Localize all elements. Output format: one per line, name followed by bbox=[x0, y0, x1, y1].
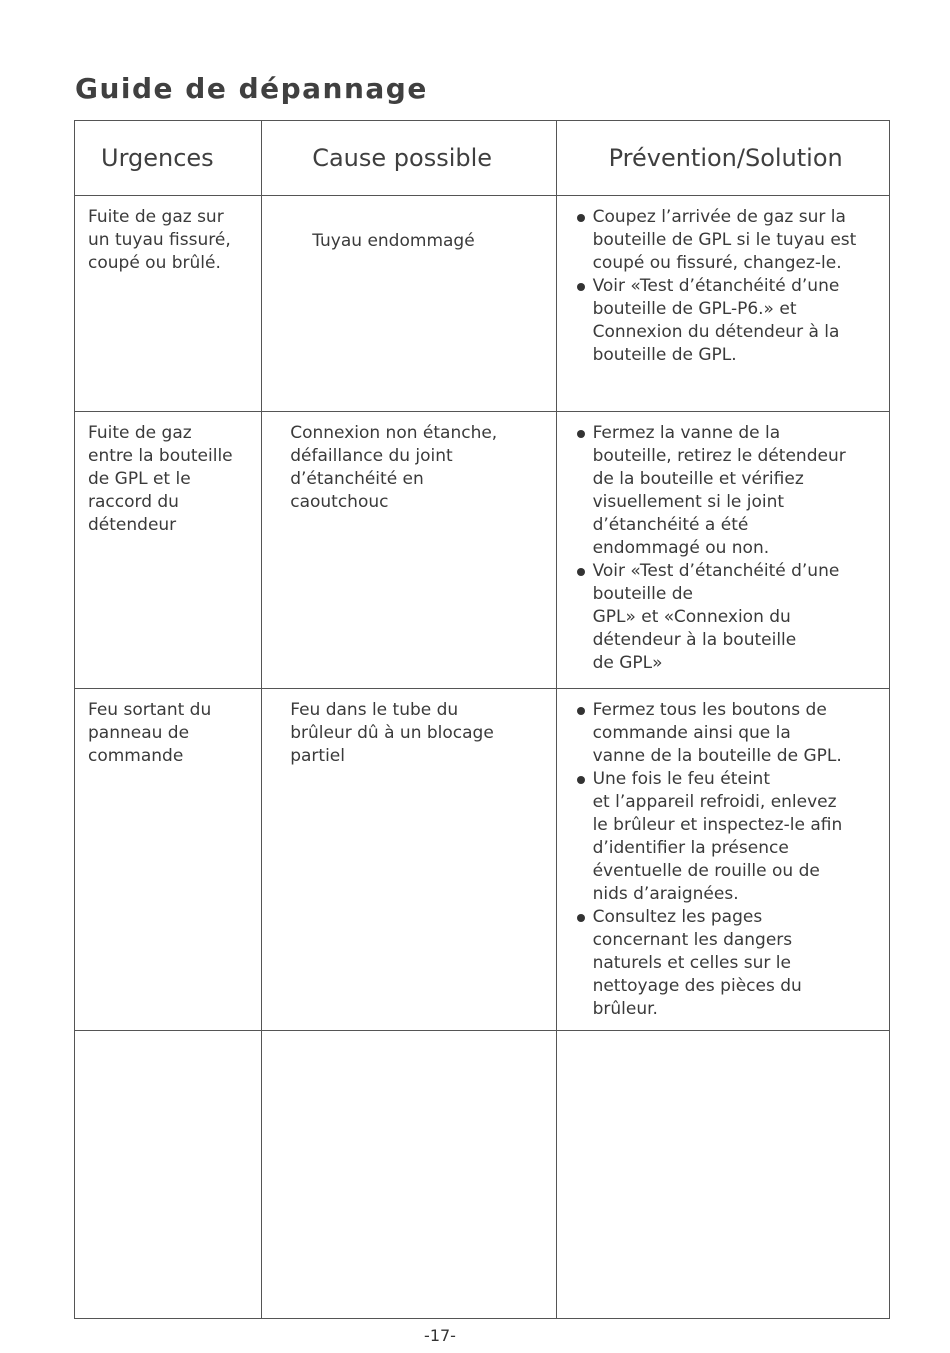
solution-item bbox=[575, 206, 883, 275]
header-cause: Cause possible bbox=[262, 121, 556, 196]
solution-item bbox=[575, 768, 883, 906]
urgence-text: Fuite de gaz sur un tuyau fissuré, coupé ou brûlé. bbox=[88, 207, 231, 273]
solution-item bbox=[575, 275, 883, 367]
solution-text: Coupez l’arrivée de gaz sur la bouteille de GPL si le tuyau est coupé ou fissuré, changez-le. bbox=[592, 207, 857, 273]
urgence-cell bbox=[75, 689, 262, 1031]
bullet-icon bbox=[577, 430, 585, 438]
solution-text: Fermez la vanne de la bouteille, retirez le détendeur de la bouteille et vérifiez visuellement si le joint d’étanchéité a été endommagé ou non. bbox=[592, 423, 846, 558]
header-prevention: Prévention/Solution bbox=[556, 121, 889, 196]
bullet-icon bbox=[577, 283, 585, 291]
solution-item bbox=[575, 906, 883, 1021]
solution-text: Voir «Test d’étanchéité d’une bouteille de GPL-P6.» et Connexion du détendeur à la bouteille de GPL. bbox=[592, 276, 840, 365]
troubleshooting-table bbox=[74, 120, 890, 1319]
solution-cell bbox=[556, 689, 889, 1031]
cause-cell bbox=[262, 196, 556, 412]
page-title: Guide de dépannage bbox=[75, 72, 428, 105]
solution-item bbox=[575, 422, 883, 560]
cause-text: Feu dans le tube du brûleur dû à un blocage partiel bbox=[290, 700, 494, 766]
cause-cell bbox=[262, 1031, 556, 1319]
solution-text: Voir «Test d’étanchéité d’une bouteille de GPL» et «Connexion du détendeur à la bouteille de GPL» bbox=[592, 561, 840, 673]
urgence-cell bbox=[75, 412, 262, 689]
solution-cell bbox=[556, 196, 889, 412]
bullet-icon bbox=[577, 707, 585, 715]
solution-list bbox=[575, 699, 883, 1021]
bullet-icon bbox=[577, 776, 585, 784]
table-row bbox=[75, 196, 890, 412]
header-urgences: Urgences bbox=[75, 121, 262, 196]
table-row bbox=[75, 412, 890, 689]
cause-cell bbox=[262, 412, 556, 689]
solution-text: Fermez tous les boutons de commande ainsi que la vanne de la bouteille de GPL. bbox=[592, 700, 842, 766]
bullet-icon bbox=[577, 914, 585, 922]
bullet-icon bbox=[577, 214, 585, 222]
bullet-icon bbox=[577, 568, 585, 576]
page-number: -17- bbox=[424, 1326, 456, 1345]
solution-text: Une fois le feu éteint et l’appareil refroidi, enlevez le brûleur et inspectez-le afin d’identifier la présence éventuelle de rouille ou de nids d’araignées. bbox=[592, 769, 843, 904]
urgence-text: Fuite de gaz entre la bouteille de GPL et le raccord du détendeur bbox=[88, 423, 233, 535]
solution-cell bbox=[556, 412, 889, 689]
cause-text: Tuyau endommagé bbox=[312, 231, 475, 251]
solution-item bbox=[575, 699, 883, 768]
solution-list bbox=[575, 422, 883, 675]
urgence-text: Feu sortant du panneau de commande bbox=[88, 700, 212, 766]
solution-list bbox=[575, 206, 883, 367]
solution-cell bbox=[556, 1031, 889, 1319]
cause-cell bbox=[262, 689, 556, 1031]
urgence-cell bbox=[75, 1031, 262, 1319]
solution-item bbox=[575, 560, 883, 675]
solution-text: Consultez les pages concernant les dangers naturels et celles sur le nettoyage des pièces du brûleur. bbox=[592, 907, 802, 1019]
table-row-empty bbox=[75, 1031, 890, 1319]
urgence-cell bbox=[75, 196, 262, 412]
table-header-row bbox=[75, 121, 890, 196]
table-row bbox=[75, 689, 890, 1031]
cause-text: Connexion non étanche, défaillance du joint d’étanchéité en caoutchouc bbox=[290, 423, 498, 512]
